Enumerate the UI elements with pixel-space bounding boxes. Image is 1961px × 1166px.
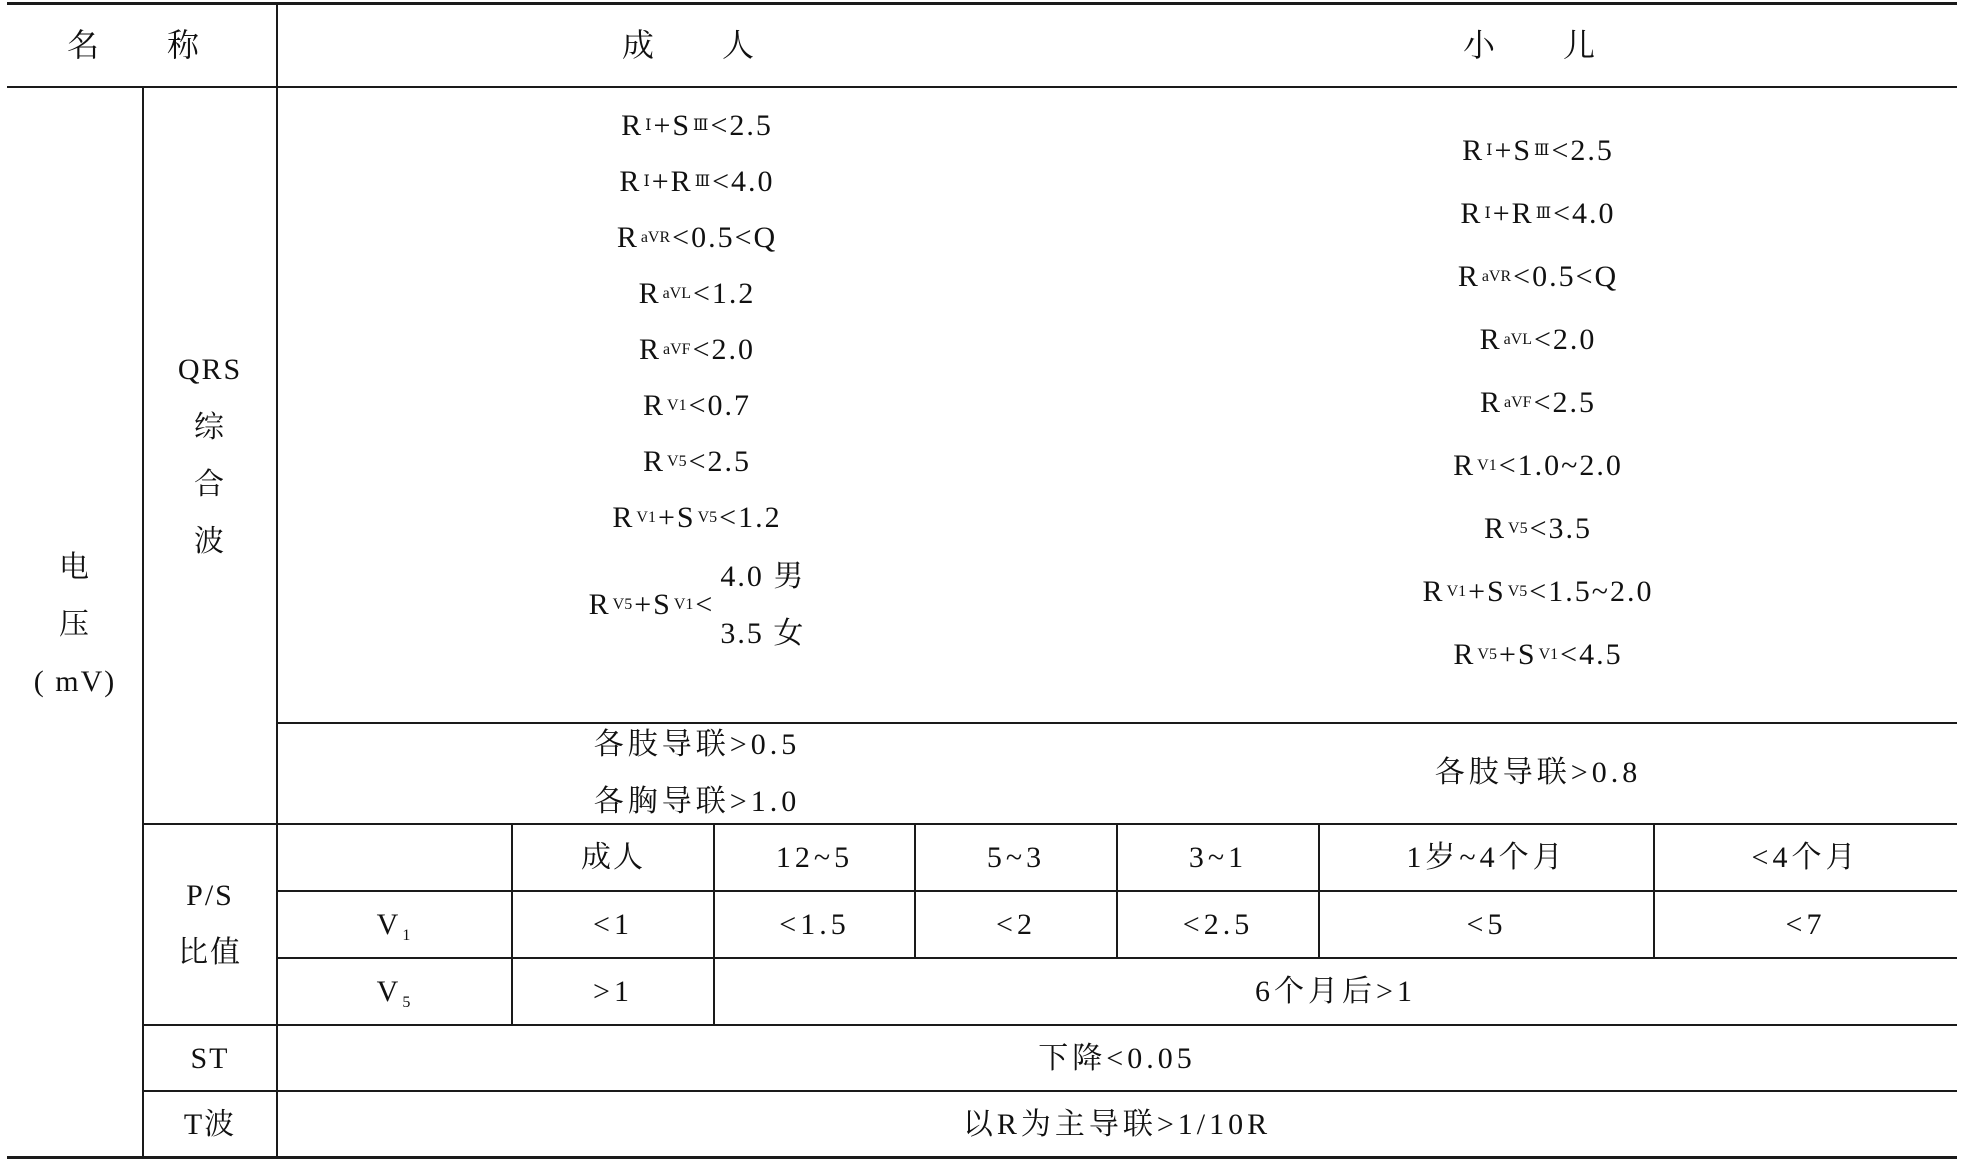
ps-age-header-6: <4个月	[1751, 841, 1860, 874]
child-qrs-formula-1: R Ⅰ +S Ⅲ <2.5	[1462, 134, 1614, 167]
female-threshold: 3.5 女	[720, 617, 806, 650]
adult-qrs-formula-7: R V5 <2.5	[643, 445, 751, 478]
table-bottom-rule	[7, 1156, 1957, 1159]
ps-v1-value-5: <5	[1466, 908, 1507, 941]
ps-age-header-4: 3~1	[1188, 841, 1248, 874]
child-qrs-formula-3: R aVR <0.5<Q	[1457, 260, 1619, 293]
qrs-label-4: 波	[194, 525, 226, 558]
qrs-label-3: 合	[194, 468, 226, 501]
adult-limb-leads: 各肢导联>0.5	[593, 728, 801, 761]
adult-qrs-cell	[277, 98, 1117, 662]
voltage-label-3: ( mV)	[33, 665, 117, 698]
ps-v1-value-1: <1	[593, 908, 633, 941]
ps-v1-value-3: <2	[996, 908, 1036, 941]
ps-age-header-3: 5~3	[986, 841, 1046, 874]
child-qrs-formula-7: R V5 <3.5	[1484, 512, 1592, 545]
ps-age-header-5: 1岁~4个月	[1406, 841, 1567, 874]
voltage-label-2: 压	[59, 608, 91, 641]
adult-qrs-formula-1: R Ⅰ +S Ⅲ <2.5	[621, 109, 773, 142]
st-value: 下降<0.05	[1038, 1042, 1196, 1075]
child-qrs-formula-2: R Ⅰ +R Ⅲ <4.0	[1460, 197, 1616, 230]
t-wave-label: T波	[183, 1108, 237, 1141]
ps-v5-lead: V $_5$	[376, 975, 411, 1011]
adult-qrs-formula-8: R V1 +S V5 <1.2	[612, 501, 782, 534]
st-t-divider	[143, 1090, 1957, 1092]
table-top-rule	[7, 2, 1957, 5]
ps-v1-lead: V $_1$	[376, 908, 411, 944]
child-qrs-formula-9: R V5 +S V1 <4.5	[1453, 638, 1623, 671]
adult-qrs-formula-9: R V5 +S V1 < 4.0 男 3.5 女	[589, 548, 806, 662]
sex-threshold-stack	[720, 548, 805, 662]
adult-chest-leads: 各胸导联>1.0	[593, 785, 801, 818]
ps-age-header-2: 12~5	[775, 841, 854, 874]
st-label: ST	[190, 1042, 230, 1075]
adult-qrs-formula-5: R aVF <2.0	[639, 333, 755, 366]
male-threshold: 4.0 男	[720, 560, 806, 593]
header-adult: 成 人	[621, 27, 772, 63]
ps-age-header-1: 成人	[581, 841, 645, 874]
child-limb-leads: 各肢导联>0.8	[1434, 756, 1642, 789]
ps-label-1: P/S	[186, 879, 234, 912]
header-child: 小 儿	[1462, 27, 1613, 63]
ps-label-2: 比值	[178, 936, 242, 969]
qrs-label-2: 综	[194, 411, 226, 444]
header-bottom-rule	[7, 86, 1957, 88]
ps-v1-value-4: <2.5	[1182, 908, 1254, 941]
adult-qrs-formula-3: R aVR <0.5<Q	[616, 221, 778, 254]
ps-st-divider	[143, 1024, 1957, 1026]
adult-qrs-formula-4: R aVL <1.2	[638, 277, 756, 310]
adult-qrs-formula-6: R V1 <0.7	[643, 389, 751, 422]
child-qrs-cell	[1118, 119, 1958, 686]
child-qrs-formula-6: R V1 <1.0~2.0	[1453, 449, 1623, 482]
ps-v5-adult: >1	[593, 975, 633, 1008]
child-qrs-formula-5: R aVF <2.5	[1480, 386, 1596, 419]
child-qrs-formula-8: R V1 +S V5 <1.5~2.0	[1422, 575, 1654, 608]
child-qrs-formula-4: R aVL <2.0	[1479, 323, 1597, 356]
voltage-label-1: 电	[59, 551, 91, 584]
qrs-ps-divider	[143, 823, 1957, 825]
ps-v5-child: 6个月后>1	[1255, 975, 1416, 1008]
ps-v1-value-2: <1.5	[779, 908, 850, 941]
adult-qrs-formula-2: R Ⅰ +R Ⅲ <4.0	[619, 165, 775, 198]
qrs-limb-divider	[277, 722, 1957, 724]
ps-v1-value-6: <7	[1785, 908, 1826, 941]
header-name: 名 称	[66, 27, 217, 63]
qrs-label-1: QRS	[177, 353, 243, 386]
t-wave-value: 以R为主导联>1/10R	[962, 1108, 1272, 1141]
